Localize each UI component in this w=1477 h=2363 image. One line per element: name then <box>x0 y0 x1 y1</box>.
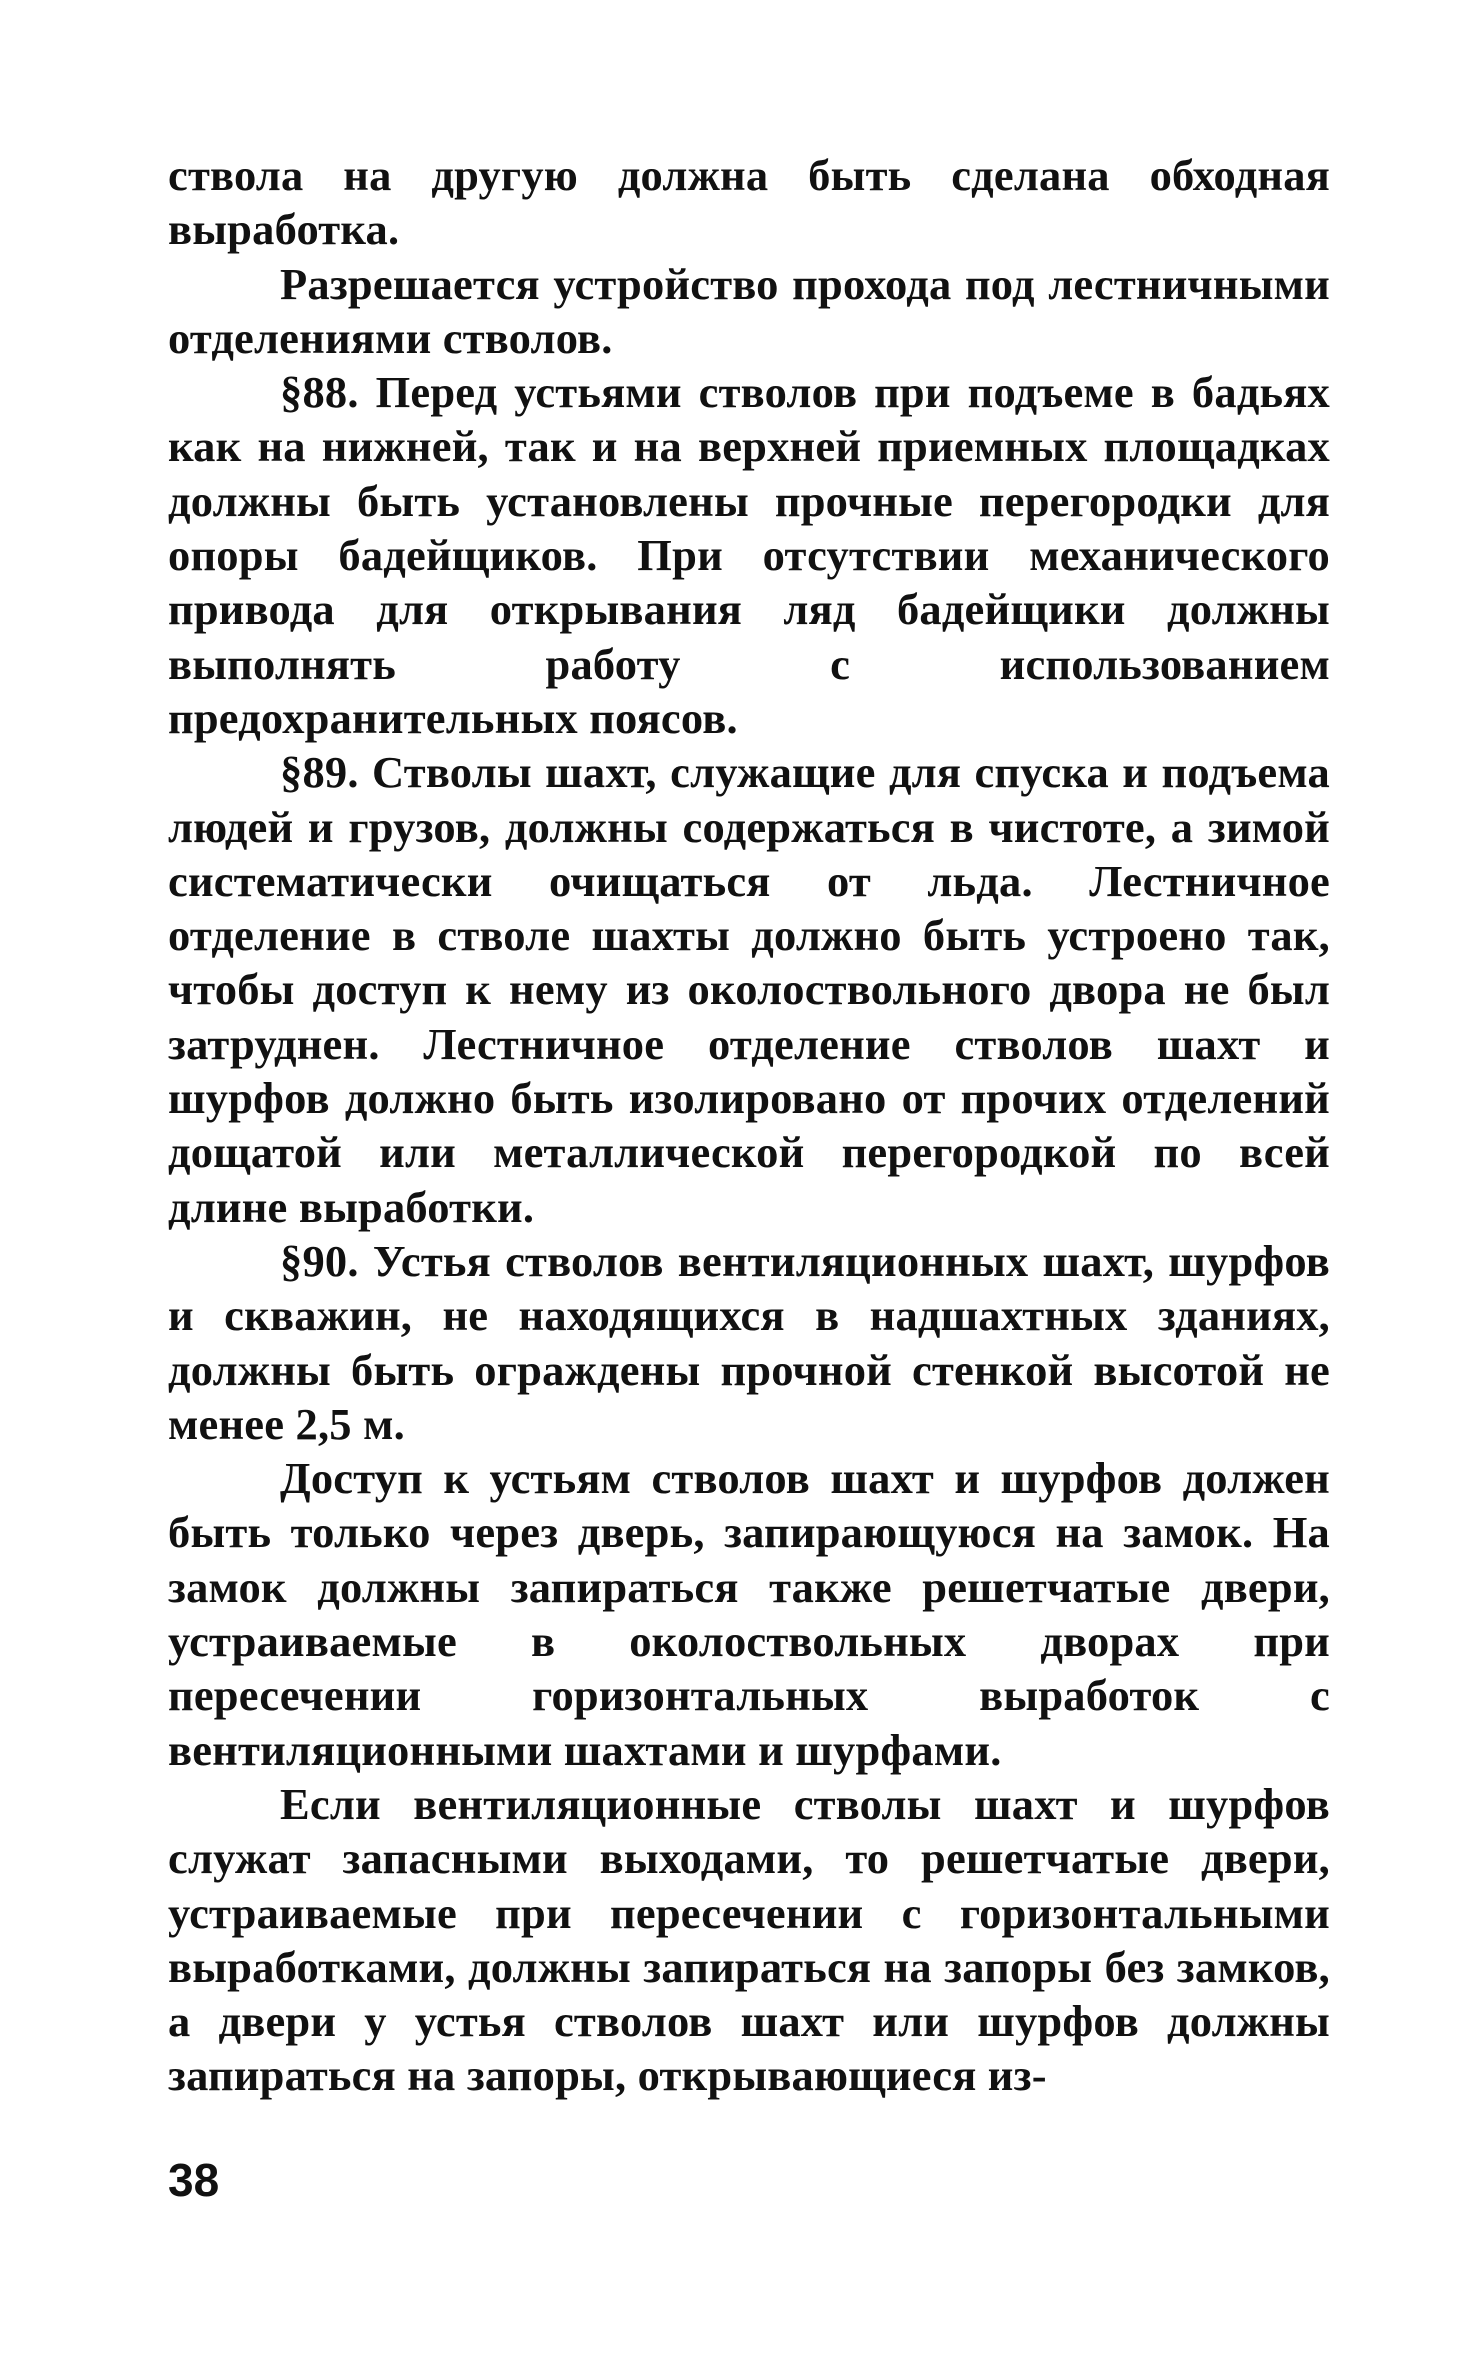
page-number: 38 <box>168 2154 220 2206</box>
body-text <box>168 148 1330 2103</box>
paragraph-section-89: §89. Стволы шахт, служащие для спуска и подъема людей и грузов, должны содержаться в чистоте, а зимой систематически очищаться от льда. Лестничное отделение в стволе шахты должно быть устроено так, чтобы доступ к нему из околоствольного двора не был затруднен. Лестничное отделение стволов шахт и шурфов должно быть изолировано от прочих отделений дощатой или металлической перегородкой по всей длине выработки. <box>168 747 1330 1232</box>
paragraph-section-90: §90. Устья стволов вентиляционных шахт, шурфов и скважин, не находящихся в надшахтных зданиях, должны быть ограждены прочной стенкой высотой не менее 2,5 м. <box>168 1235 1330 1449</box>
paragraph: Разрешается устройство прохода под лестничными отделениями стволов. <box>168 258 1330 363</box>
paragraph: Если вентиляционные стволы шахт и шурфов служат запасными выходами, то решетчатые двери, устраиваемые при пересечении с горизонтальными выработками, должны запираться на запоры без замков, а двери у устья стволов шахт или шурфов должны запираться на запоры, открывающиеся из- <box>168 1778 1330 2101</box>
paragraph-section-88: §88. Перед устьями стволов при подъеме в бадьях как на нижней, так и на верхней приемных площадках должны быть установлены прочные перегородки для опоры бадейщиков. При отсутствии механического привода для открывания ляд бадейщики должны выполнять работу с использованием предохранительных поясов. <box>168 367 1330 743</box>
paragraph: Доступ к устьям стволов шахт и шурфов должен быть только через дверь, запирающуюся на замок. На замок должны запираться также решетчатые двери, устраиваемые в околоствольных дворах при пересечении горизонтальных выработок с вентиляционными шахтами и шурфами. <box>168 1453 1330 1775</box>
paragraph: ствола на другую должна быть сделана обходная выработка. <box>168 150 1330 255</box>
